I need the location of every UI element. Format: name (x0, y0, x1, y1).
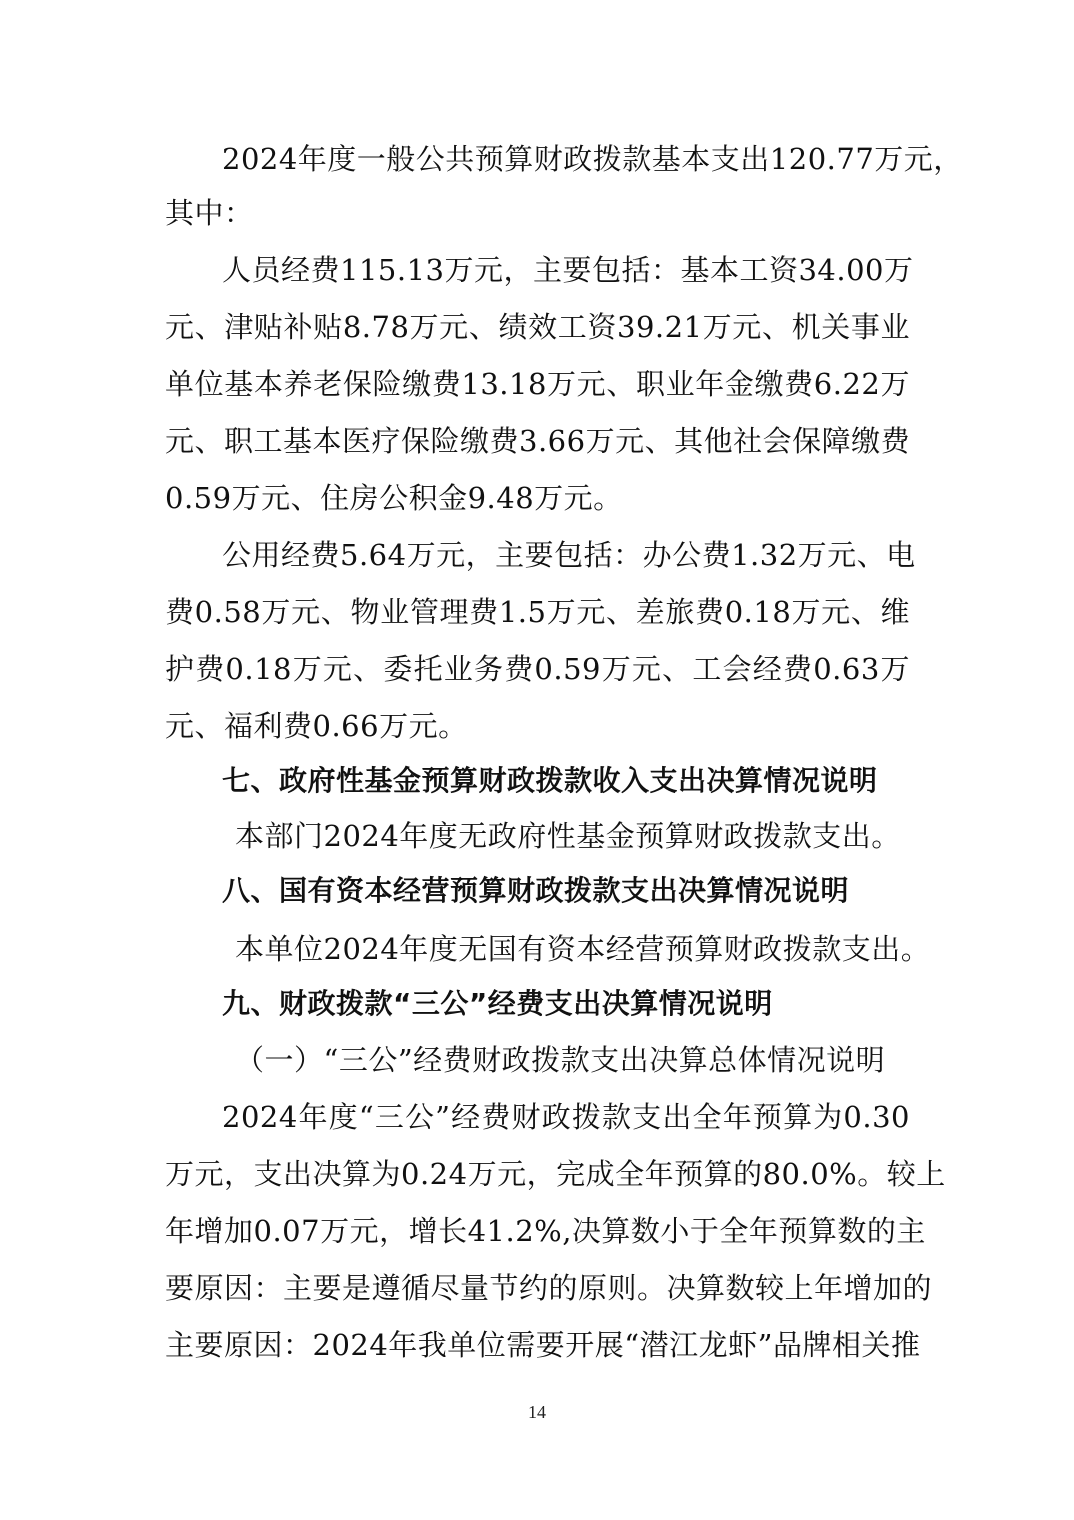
section-heading-7: 七、政府性基金预算财政拨款收入支出决算情况说明 (222, 764, 878, 797)
section-heading-8: 八、国有资本经营预算财政拨款支出决算情况说明 (222, 874, 850, 907)
section-heading-9: 九、财政拨款“三公”经费支出决算情况说明 (222, 987, 773, 1020)
paragraph-personnel-line-4: 元、职工基本医疗保险缴费3.66万元、其他社会保障缴费 (165, 424, 911, 458)
section-8-body: 本单位2024年度无国有资本经营预算财政拨款支出。 (235, 932, 931, 966)
section-7-body: 本部门2024年度无政府性基金预算财政拨款支出。 (235, 819, 901, 853)
paragraph-three-public-line-5: 主要原因：2024年我单位需要开展“潜江龙虾”品牌相关推 (165, 1328, 921, 1362)
page-number: 14 (528, 1402, 546, 1422)
paragraph-public-line-2: 费0.58万元、物业管理费1.5万元、差旅费0.18万元、维 (165, 595, 910, 629)
paragraph-public-line-1: 公用经费5.64万元，主要包括：办公费1.32万元、电 (222, 538, 916, 572)
paragraph-three-public-line-2: 万元，支出决算为0.24万元，完成全年预算的80.0%。较上 (165, 1157, 946, 1191)
paragraph-personnel-line-1: 人员经费115.13万元，主要包括：基本工资34.00万 (222, 253, 914, 287)
paragraph-personnel-line-2: 元、津贴补贴8.78万元、绩效工资39.21万元、机关事业 (165, 310, 910, 344)
paragraph-three-public-line-3: 年增加0.07万元，增长41.2%,决算数小于全年预算数的主 (165, 1214, 926, 1248)
paragraph-personnel-line-5: 0.59万元、住房公积金9.48万元。 (165, 481, 623, 515)
paragraph-three-public-line-1: 2024年度“三公”经费财政拨款支出全年预算为0.30 (222, 1100, 910, 1134)
paragraph-public-line-4: 元、福利费0.66万元。 (165, 709, 468, 743)
subsection-heading-9-1: （一）“三公”经费财政拨款支出决算总体情况说明 (235, 1043, 886, 1077)
paragraph-basic-expenditure-line-2: 其中： (165, 196, 254, 230)
paragraph-basic-expenditure-line-1: 2024年度一般公共预算财政拨款基本支出120.77万元， (222, 142, 963, 176)
paragraph-personnel-line-3: 单位基本养老保险缴费13.18万元、职业年金缴费6.22万 (165, 367, 910, 401)
paragraph-three-public-line-4: 要原因：主要是遵循尽量节约的原则。决算数较上年增加的 (165, 1271, 933, 1305)
paragraph-public-line-3: 护费0.18万元、委托业务费0.59万元、工会经费0.63万 (165, 652, 910, 686)
